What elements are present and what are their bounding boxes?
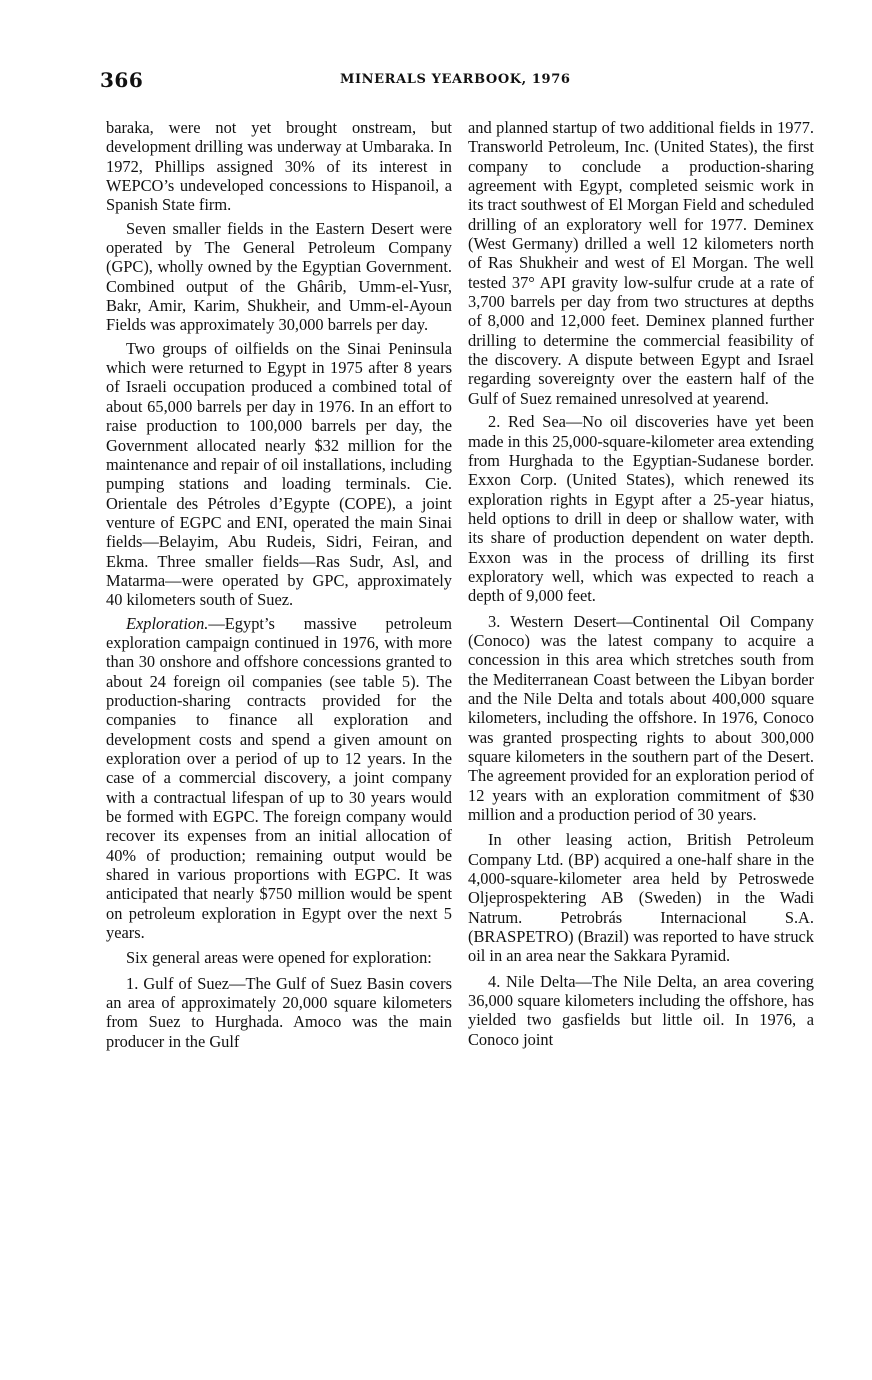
right-column bbox=[468, 118, 814, 1053]
paragraph-eastern-desert-fields: Seven smaller fields in the Eastern Desert were operated by The General Petroleum Company (GPC), wholly owned by the Egyptian Government. Combined output of the Ghârib, Umm-el-Yusr, Bakr, Amir, Karim, Shukheir, and Umm-el-Ayoun Fields was approximately 30,000 barrels per day. bbox=[106, 218, 452, 335]
paragraph-continuation: baraka, were not yet brought onstream, but development drilling was underway at Umbaraka. In 1972, Phillips assigned 30% of its interest in WEPCO’s undeveloped concessions to Hispanoil, a Spanish State firm. bbox=[106, 118, 452, 215]
running-head: MINERALS YEARBOOK, 1976 bbox=[340, 72, 571, 87]
page-header bbox=[100, 68, 820, 98]
paragraph-sinai-oilfields: Two groups of oilfields on the Sinai Peninsula which were returned to Egypt in 1975 after 8 years of Israeli occupation produced a combined total of about 65,000 barrels per day in 1976. In an effort to raise production to 100,000 barrels per day, the Government allocated nearly $32 million for the maintenance and repair of oil installations, including pumping stations and loading terminals. Cie. Orientale des Pétroles d’Egypte (COPE), a joint venture of EGPC and ENI, operated the main Sinai fields—Belayim, Abu Rudeis, Sidri, Feiran, and Ekma. Three smaller fields—Ras Sudr, Asl, and Matarma—were operated by GPC, approximately 40 kilometers south of Suez. bbox=[106, 338, 452, 610]
paragraph-gulf-of-suez: 1. Gulf of Suez—The Gulf of Suez Basin covers an area of approximately 20,000 square kilometers from Suez to Hurghada. Amoco was the main producer in the Gulf bbox=[106, 973, 452, 1051]
paragraph-gulf-continuation: and planned startup of two additional fields in 1977. Transworld Petroleum, Inc. (United States), the first company to conclude a production-sharing agreement with Egypt, completed seismic work in its tract southwest of El Morgan Field and scheduled drilling of an exploratory well for 1977. Deminex (West Germany) drilled a well 12 kilometers north of Ras Shukheir and west of El Morgan. The well tested 37° API gravity low-sulfur crude at a rate of 3,700 barrels per day from two structures at depths of 8,000 and 12,000 feet. Deminex planned further drilling to determine the commercial feasibility of the discovery. A dispute between Egypt and Israel regarding sovereignty over the eastern half of the Gulf of Suez remained unresolved at yearend. bbox=[468, 118, 814, 408]
paragraph-areas-intro: Six general areas were opened for exploration: bbox=[126, 948, 432, 968]
paragraph-red-sea: 2. Red Sea—No oil discoveries have yet been made in this 25,000-square-kilometer area extending from Hurghada to the Egyptian-Sudanese border. Exxon Corp. (United States), which renewed its exploration rights in Egypt after a 25-year hiatus, held options to drill in deep or shallow water, with its share of production dependent on water depth. Exxon was in the process of drilling its first exploratory well, which was expected to reach a depth of 9,000 feet. bbox=[468, 412, 814, 606]
paragraph-western-desert: 3. Western Desert—Continental Oil Company (Conoco) was the latest company to acquire a concession in this area which stretches south from the Mediterranean Coast between the Libyan border and the Nile Delta and totals about 400,000 square kilometers, including the offshore. In 1976, Conoco was granted prospecting rights to about 300,000 square kilometers in the southern part of the Desert. The agreement provided for an exploration period of 12 years with an exploration commitment of $30 million and a production period of 30 years. bbox=[468, 611, 814, 825]
exploration-heading: Exploration. bbox=[126, 613, 209, 633]
page-number: 366 bbox=[100, 68, 144, 92]
paragraph-nile-delta: 4. Nile Delta—The Nile Delta, an area covering 36,000 square kilometers including the offshore, has yielded two gasfields but little oil. In 1976, a Conoco joint bbox=[468, 971, 814, 1049]
paragraph-exploration bbox=[106, 614, 452, 943]
left-column bbox=[106, 118, 452, 1055]
exploration-text: —Egypt’s massive petroleum exploration campaign continued in 1976, with more than 30 onshore and offshore concessions granted to about 24 foreign oil companies (see table 5). The production-sharing contracts provided for the companies to finance all exploration and development costs and spend a given amount on exploration over a period of up to 12 years. In the case of a commercial discovery, a joint company with a contractual lifespan of up to 30 years would be formed with EGPC. The foreign company would recover its expenses from an initial allocation of 40% of production; remaining output would be shared in various proportions with EGPC. It was anticipated that nearly $750 million would be spent on petroleum exploration in Egypt over the next 5 years. bbox=[106, 613, 452, 943]
paragraph-other-leasing: In other leasing action, British Petroleum Company Ltd. (BP) acquired a one-half share in the 4,000-square-kilometer area held by Petroswede Oljeprospektering AB (Sweden) in the Wadi Natrum. Petrobrás Internacional S.A. (BRASPETRO) (Brazil) was reported to have struck oil in an area near the Sakkara Pyramid. bbox=[468, 830, 814, 966]
